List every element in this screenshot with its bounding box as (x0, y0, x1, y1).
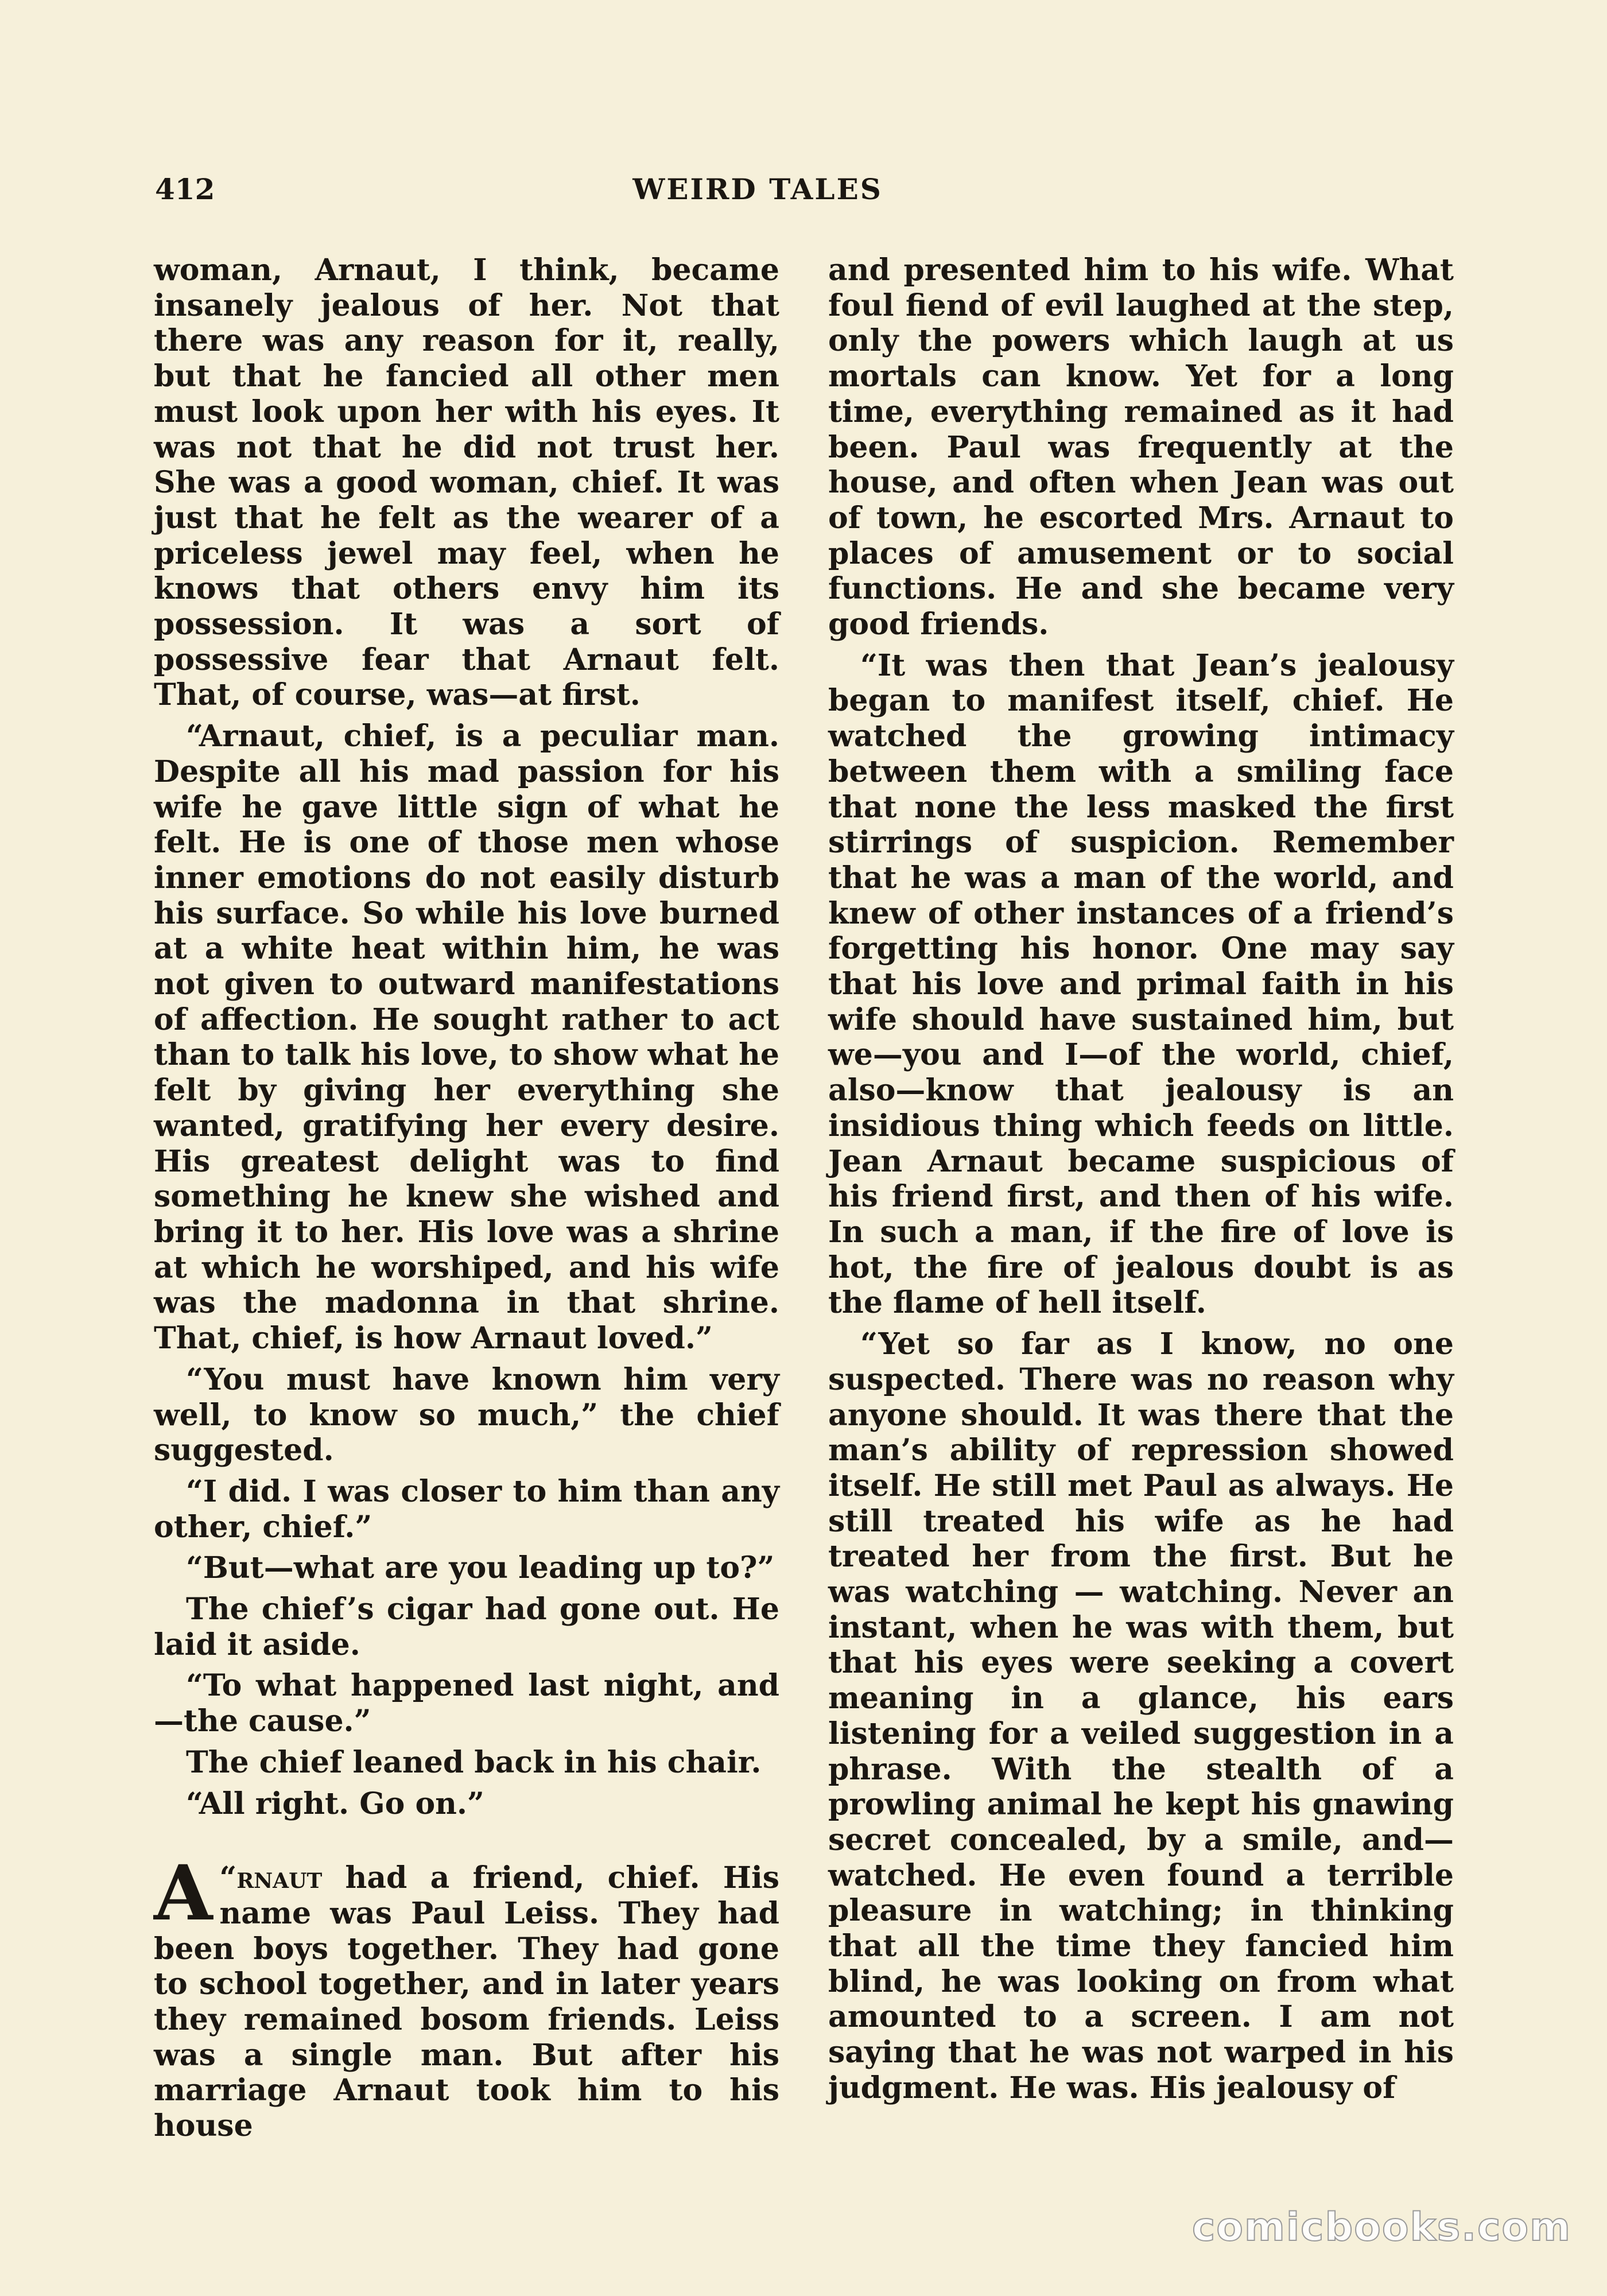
small-caps-word: rnaut (236, 1860, 323, 1896)
watermark: comicbooks.com (1191, 2205, 1571, 2250)
paragraph: “But—what are you leading up to?” (186, 1550, 775, 1586)
paragraph: The chief leaned back in his chair. (186, 1744, 762, 1780)
dropcap-paragraph (154, 1849, 779, 2144)
drop-cap: A (154, 1849, 213, 1938)
opening-quote: “ (219, 1860, 237, 1896)
right-column (828, 253, 1454, 2112)
paragraph: “Arnaut, chief, is a peculiar man. Despite all his mad passion for his wife he gave little sign of what he felt. He is one of those men whose inner emotions do not easily disturb his surface. So while his love burned at a white heat within him, he was not given to outward manifestations of affection. He sought rather to act than to talk his love, to show what he felt by giving her everything she wanted, gratifying her every desire. His greatest delight was to find something he knew she wished and bring it to her. His love was a shrine at which he worshiped, and his wife was the madonna in that shrine. That, chief, is how Arnaut loved.” (154, 719, 779, 1356)
paragraph: and presented him to his wife. What foul fiend of evil laughed at the step, only the powers which laugh at us mortals can know. Yet for a long time, everything remained as it had been. Paul was frequently at the house, and often when Jean was out of town, he escorted Mrs. Arnaut to places of amusement or to social functions. He and she became very good friends. (828, 253, 1454, 642)
paragraph: The chief’s cigar had gone out. He laid it aside. (154, 1592, 779, 1662)
page-number: 412 (155, 172, 215, 206)
running-title: WEIRD TALES (632, 172, 883, 206)
paragraph: woman, Arnaut, I think, became insanely jealous of her. Not that there was any reason for it, really, but that he fancied all other men must look upon her with his eyes. It was not that he did not trust her. She was a good woman, chief. It was just that he felt as the wearer of a priceless jewel may feel, when he knows that others envy him its possession. It was a sort of possessive fear that Arnaut felt. That, of course, was—at first. (154, 253, 779, 713)
paragraph-text: had a friend, chief. His name was Paul Leiss. They had been boys together. They had gone to school together, and in later years they remained bosom friends. Leiss was a single man. But after his marriage Arnaut took him to his house (154, 1860, 779, 2144)
paragraph: “To what happened last night, and —the cause.” (154, 1668, 779, 1739)
paragraph: “Yet so far as I know, no one suspected. There was no reason why anyone should. It was there that the man’s ability of repression showed itself. He still met Paul as always. He still treated his wife as he had treated her from the first. But he was watching — watching. Never an instant, when he was with them, but that his eyes were seeking a covert meaning in a glance, his ears listening for a veiled suggestion in a phrase. With the stealth of a prowling animal he kept his gnawing secret concealed, by a smile, and—watched. He even found a terrible pleasure in watching; in thinking that all the time they fancied him blind, he was looking on from what amounted to a screen. I am not saying that he was not warped in his judgment. He was. His jealousy of (828, 1327, 1454, 2105)
page-header (155, 172, 1360, 212)
paragraph: “I did. I was closer to him than any other, chief.” (154, 1473, 779, 1545)
section-break (154, 1827, 779, 1860)
paragraph: “All right. Go on.” (186, 1786, 484, 1821)
paragraph: “It was then that Jean’s jealousy began to manifest itself, chief. He watched the growing intimacy between them with a smiling face that none the less masked the first stirrings of suspicion. Remember that he was a man of the world, and knew of other instances of a friend’s forgetting his honor. One may say that his love and primal faith in his wife should have sustained him, but we—you and I—of the world, chief, also—know that jealousy is an insidious thing which feeds on little. Jean Arnaut became suspicious of his friend first, and then of his wife. In such a man, if the fire of love is hot, the fire of jealous doubt is as the flame of hell itself. (828, 647, 1454, 1321)
paragraph: “You must have known him very well, to know so much,” the chief suggested. (154, 1362, 779, 1468)
left-column (154, 253, 779, 2150)
